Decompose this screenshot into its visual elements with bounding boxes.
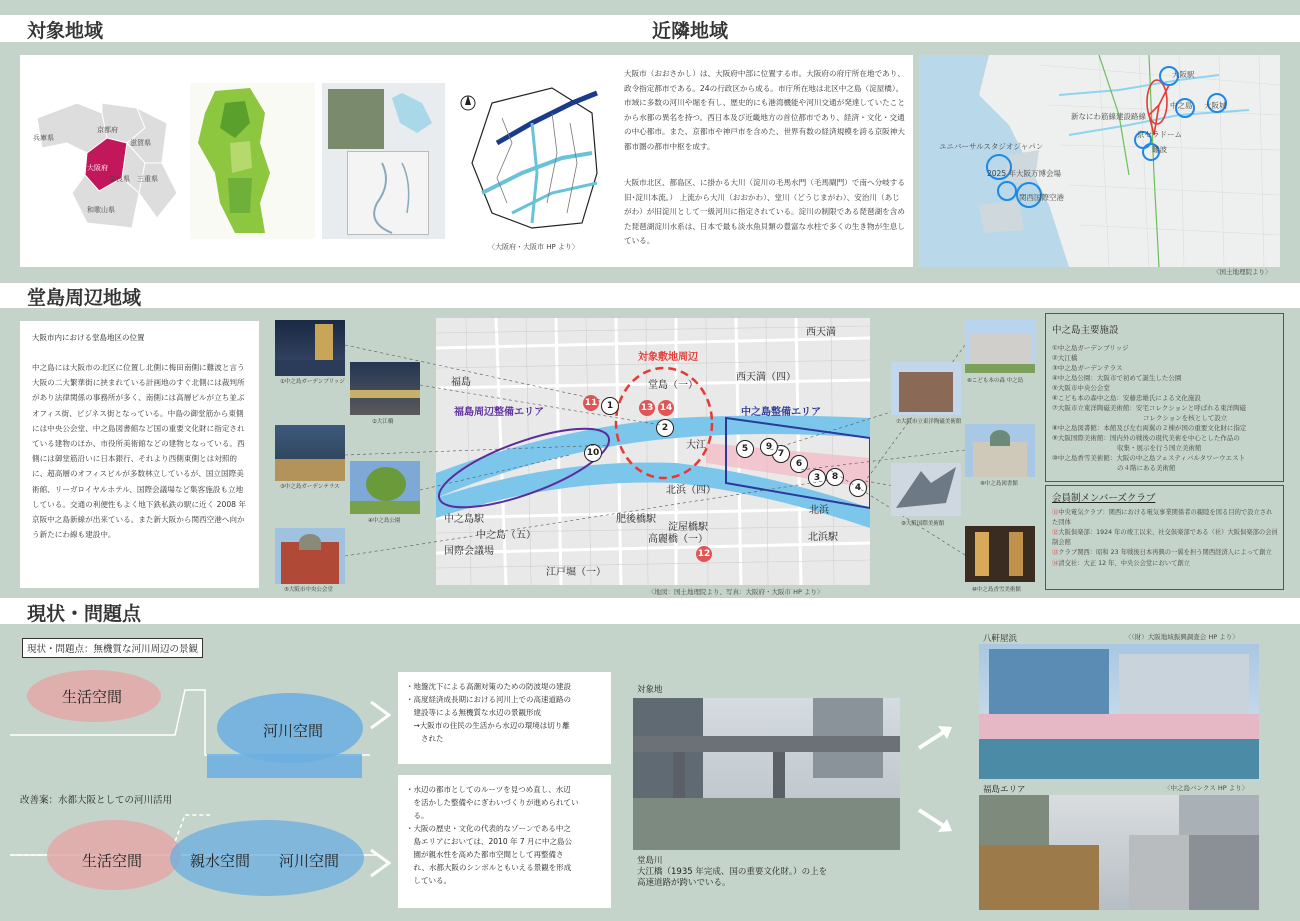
arrow-up-right-icon <box>916 722 956 752</box>
current-river-bar <box>207 754 362 778</box>
caption-nakanoshima-park: ④中之島公園 <box>368 518 401 524</box>
section-header-band <box>0 15 1300 42</box>
photo-central-public-hall <box>275 528 345 584</box>
club-text: 清交社：大正 12 年、中央公会堂において創立 <box>1058 559 1190 567</box>
map-label-yodoyabashi: 淀屋橋駅 <box>668 522 708 533</box>
site-photo-label: 対象地 <box>637 685 663 695</box>
map-label-fukushima: 福島 <box>451 377 471 388</box>
nearby-source: 〈国土地理院より〉 <box>1213 268 1272 276</box>
map-label-fukushima-area: 福島周辺整備エリア <box>454 407 544 418</box>
improve-point: る。 <box>406 811 429 820</box>
facility-item: ⑩中之島香雪美術館：大阪の中之島フェスティバルタワーウエスト <box>1052 454 1246 462</box>
map-marker-6: 6 <box>790 455 808 473</box>
map-marker-13: 13 <box>639 400 655 416</box>
facility-item: ③中之島ガーデンテラス <box>1052 364 1123 372</box>
map-label-edobori: 江戸堀（一） <box>546 567 606 578</box>
caption-garden-terrace: ③中之島ガーデンテラス <box>280 484 340 490</box>
hachikenyahama-source: 〈（財）大阪地域振興調査会 HP より〉 <box>1125 633 1239 641</box>
nearby-label-new-naniwa-line: 新なにわ筋線建設路線 <box>1071 112 1146 121</box>
map-label-nakanoshima5: 中之島（五） <box>476 530 536 541</box>
current-point: された <box>406 734 444 743</box>
facility-item: ⑧中之島図書館：本館及び左右両翼の２棟が国の重要文化財に指定 <box>1052 424 1247 432</box>
map-marker-8: 8 <box>826 468 844 486</box>
improve-point: ・大阪の歴史・文化の代表的なゾーンである中之 <box>406 824 571 833</box>
map-label-higobashi: 肥後橋駅 <box>616 514 656 525</box>
facility-item: ②大江橋 <box>1052 354 1078 362</box>
site-caption-line: 高速道路が跨いでいる。 <box>637 878 731 888</box>
map-label-nakanoshima-area: 中之島整備エリア <box>741 407 821 418</box>
photo-oebashi <box>350 362 420 415</box>
map-label-kaigijo: 国際会議場 <box>444 546 494 557</box>
section-header-band <box>0 283 1300 308</box>
caption-garden-bridge: ①中之島ガーデンブリッジ <box>280 379 345 385</box>
section-header-band <box>0 598 1300 624</box>
caption-toyo-ceramics: ⑦大阪市立東洋陶磁美術館 <box>896 419 962 425</box>
dojima-left-title: 大阪市内における堂島地区の位置 <box>32 333 145 342</box>
photo-fukushima-area <box>979 795 1259 910</box>
section-title-issues: 現状・問題点 <box>27 603 142 625</box>
site-caption-line: 大江橋（1935 年完成、国の重要文化財。）の上を <box>637 867 828 877</box>
facility-item: ④中之島公園：大阪市で初めて誕生した公園 <box>1052 374 1182 382</box>
map-marker-11: 11 <box>583 395 599 411</box>
facility-item: の４階にある美術館 <box>1052 464 1176 472</box>
members-club-list <box>1052 508 1278 568</box>
facility-item: ①中之島ガーデンブリッジ <box>1052 344 1129 352</box>
target-description-2: 大阪市北区、都島区、に掛かる大川（淀川の毛馬水門（毛馬閘門）で南へ分岐する旧･淀川本流。） 上流から大川（おおかわ）、堂川（どうじまがわ）、安治川（あじがわ）が旧淀川として一級河川に指定されている。淀川の制限である琵琶湖を含めた琵琶湖淀川水系は、日本で最も淡水魚貝類の豊富な水柱で多くの生き物が生息している。 <box>624 178 905 245</box>
dojima-left-text: 中之島には大阪市の北区に位置し北側に梅田南側に難波と言う大阪の二大繁華街に挟まれている計画地のすぐ北側には裁判所があり法律関係の事務所が多く、南側には高層ビルが立ち並ぶオフィス街、ビジネス街となっている。中島の御堂筋から東側には中央公会堂、中之島図書館など国の重要文化財に指定されている建物のほか、市役所美術館などの建物となっている。西側には御堂筋沿いに日本銀行、それより西側東側とは対照的に、超高層のオフィスビルが多数林立しているが、国立国際美術館、リーガロイヤルホテル、国際会議場など集客施設も立地している。交通の利便性もよく地下鉄私鉄の駅に近く 2008 年京阪中之島新線が出来ている。また新大阪から関西空港へ向かう新たにわ線も建設中。 <box>32 363 246 540</box>
club-number: ⑬ <box>1052 549 1059 556</box>
current-river-space-label: 河川空間 <box>263 722 324 740</box>
facilities-title: 中之島主要施設 <box>1052 325 1119 336</box>
map-marker-9: 9 <box>760 438 778 456</box>
club-item <box>1052 548 1278 558</box>
pref-label-shiga: 滋賀県 <box>130 139 151 147</box>
map-marker-4: 4 <box>849 479 867 497</box>
club-text: 中央電気クラブ：関西における電気事業関係者の親睦を図る目的で設立された団体 <box>1052 509 1273 526</box>
map-marker-10: 10 <box>584 444 602 462</box>
facility-item: ⑨大阪国際美術館：国内外の戦後の現代美術を中心とした作品の <box>1052 434 1240 442</box>
map-label-kitahama: 北浜 <box>809 505 829 516</box>
facility-item: コレクションを核として設立 <box>1052 414 1228 422</box>
map-label-koraibashi: 高麗橋（一） <box>648 534 708 545</box>
current-point: ・高度経済成長期における河川上での高速道路の <box>406 695 571 704</box>
improve-point: れ、水都大阪のシンボルともいえる景観を形成 <box>406 863 572 872</box>
photo-toyo-ceramics <box>891 362 961 415</box>
photo-kodomo-honnomori <box>965 320 1035 373</box>
map-marker-1: 1 <box>601 397 619 415</box>
fukushima-area-source: 〈中之島バンクス HP より〉 <box>1164 784 1249 792</box>
site-caption-line: 堂島川 <box>637 856 663 866</box>
current-life-space-label: 生活空間 <box>62 688 123 706</box>
osaka-satellite-map <box>322 83 445 239</box>
club-text: 大阪倶楽部：1924 年の竣工以来、社交倶楽部である（社）大阪倶楽部の会員制会館 <box>1052 529 1278 546</box>
map-label-dojima: 堂島（一） <box>648 380 698 391</box>
nearby-label-osaka-castle: 大阪城 <box>1204 101 1227 110</box>
caption-national-art-museum: ⑨大阪国際美術館 <box>901 521 945 527</box>
map-marker-12: 12 <box>696 546 712 562</box>
club-number: ⑫ <box>1052 529 1059 536</box>
members-club-title: 会員制メンバーズクラブ <box>1052 493 1156 504</box>
section-title-nearby: 近隣地域 <box>652 20 729 42</box>
map-marker-5: 5 <box>736 440 754 458</box>
nearby-label-nakanoshima: 中之島 <box>1170 101 1193 110</box>
caption-oebashi: ②大江橋 <box>372 419 394 425</box>
facility-item: ⑤大阪市中央公会堂 <box>1052 384 1110 392</box>
club-number: ⑭ <box>1052 559 1059 567</box>
hachikenyahama-label: 八軒屋浜 <box>983 634 1018 644</box>
arrow-right-icon <box>369 700 391 730</box>
improve-point: を活かした整備やにぎわいづくりが進められてい <box>406 798 579 807</box>
club-text: クラブ関西：昭和 23 年戦後日本再興の一翼を担う関西経済人によって創立 <box>1058 549 1272 556</box>
arrow-right-icon <box>369 848 391 878</box>
caption-central-public-hall: ⑤大阪市中央公会堂 <box>284 587 333 593</box>
nearby-label-usj: ユニバーサルスタジオジャパン <box>939 142 1044 151</box>
arrow-down-right-icon <box>916 806 956 836</box>
site-photo-dojima-river <box>633 698 900 850</box>
facilities-list <box>1052 343 1280 473</box>
facility-item: 収集・展示を行う国立美術館 <box>1052 444 1202 452</box>
section-title-dojima: 堂島周辺地域 <box>27 287 142 309</box>
nearby-area-map <box>919 55 1280 267</box>
map-marker-3: 3 <box>808 469 826 487</box>
club-number: ⑪ <box>1052 509 1059 516</box>
photo-hachikenyahama <box>979 644 1259 779</box>
kansai-prefecture-map <box>27 83 184 239</box>
improve-water-space-label: 親水空間 <box>190 852 251 870</box>
dojima-map-source: 〈地図：国土地理院より、写真：大阪府・大阪市 HP より〉 <box>648 588 824 596</box>
map-label-nishitenma: 西天満 <box>806 327 836 338</box>
photo-nakanoshima-park <box>350 461 420 514</box>
current-points-list <box>406 680 611 745</box>
osaka-river-line-map <box>452 83 610 239</box>
osaka-ward-map-green <box>190 83 315 239</box>
improve-point: ・水辺の都市としてのルーツを見つめ直し、水辺 <box>406 785 571 794</box>
photo-kosetsu-museum <box>965 526 1035 582</box>
target-description-1: 大阪市（おおさかし）は、大阪府中部に位置する市。大阪府の府庁所在地であり、政令指定都市である。24の行政区から成る。市庁所在地は北区中之島（淀屋橋）。市域に多数の河川や堀を有し、歴史的にも港湾機能や河川交通が発達していたことから水都の異名を持つ。西日本及び近畿地方の首位都市であり、経済・文化・交通の中心都市。また、京都市や神戸市を含めた、世界有数の経済規模を誇る京阪神大都市圏の都市中枢を成す。 <box>624 69 905 151</box>
photo-garden-terrace <box>275 425 345 481</box>
photo-garden-bridge <box>275 320 345 376</box>
section-title-target: 対象地域 <box>27 20 104 42</box>
map-label-nakanoshima-station: 中之島駅 <box>444 514 484 525</box>
caption-nakanoshima-library: ⑧中之島図書館 <box>980 481 1018 487</box>
facility-item: ⑥こども本の森中之島：安藤忠雄氏による文化施設 <box>1052 394 1201 402</box>
pref-label-mie: 三重県 <box>137 175 158 183</box>
site-caption <box>637 856 827 889</box>
map-label-oe: 大江 <box>686 440 706 451</box>
pref-label-wakayama: 和歌山県 <box>87 206 115 214</box>
nearby-label-osaka-station: 大阪駅 <box>1172 70 1195 79</box>
current-issues-title: 現状・問題点：無機質な河川周辺の景観 <box>22 638 203 658</box>
pref-label-hyogo: 兵庫県 <box>33 134 54 142</box>
map-label-target: 対象敷地周辺 <box>638 352 698 363</box>
improve-point: している。 <box>406 876 451 885</box>
pref-label-nara: 奈良県 <box>109 175 130 183</box>
current-point: →大阪市の住民の生活から水辺の環境は切り離 <box>406 721 570 730</box>
caption-kodomo-honnomori: ⑥こども本の森 中之島 <box>967 378 1024 384</box>
map-label-kitahama4: 北浜（四） <box>666 485 716 496</box>
improvement-title: 改善案：水都大阪としての河川活用 <box>20 795 173 806</box>
target-source: 〈大阪府・大阪市 HP より〉 <box>488 243 579 251</box>
photo-nakanoshima-library <box>965 424 1035 477</box>
improve-point: 島エリアにおいては、2010 年 7 月に中之島公 <box>406 837 573 846</box>
fukushima-area-label: 福島エリア <box>983 785 1026 795</box>
map-marker-14: 14 <box>658 400 674 416</box>
caption-kosetsu-museum: ⑩中之島香雪美術館 <box>972 587 1021 593</box>
nearby-label-kyocera-dome: 京セラドーム <box>1137 130 1182 139</box>
nearby-label-kix: 関西国際空港 <box>1019 193 1064 202</box>
map-label-nishitenma4: 西天満（四） <box>736 372 796 383</box>
pref-label-kyoto: 京都府 <box>97 126 118 134</box>
nearby-label-namba: 難波 <box>1152 145 1167 154</box>
pref-label-osaka: 大阪府 <box>87 164 108 172</box>
map-label-kitahama-station: 北浜駅 <box>808 532 838 543</box>
club-item <box>1052 559 1278 569</box>
facility-item: ⑦大阪市立東洋陶磁美術館：安宅コレクションと呼ばれる東洋陶磁 <box>1052 404 1247 412</box>
map-marker-7: 7 <box>772 445 790 463</box>
improve-life-space-label: 生活空間 <box>82 852 143 870</box>
nearby-label-expo: 2025 年大阪万博会場 <box>987 169 1061 178</box>
club-item <box>1052 528 1278 547</box>
improve-point: 園が親水性を高めた都市空間として再整備さ <box>406 850 564 859</box>
map-marker-2: 2 <box>656 419 674 437</box>
improve-river-space-label: 河川空間 <box>279 852 340 870</box>
improve-points-list <box>406 783 611 887</box>
current-point: 建設等による無機質な水辺の景観形成 <box>406 708 541 717</box>
current-point: ・地盤沈下による高潮対策のための防波堤の建設 <box>406 682 571 691</box>
dojima-area-map <box>436 318 870 585</box>
photo-national-art-museum <box>891 463 961 516</box>
club-item <box>1052 508 1278 527</box>
